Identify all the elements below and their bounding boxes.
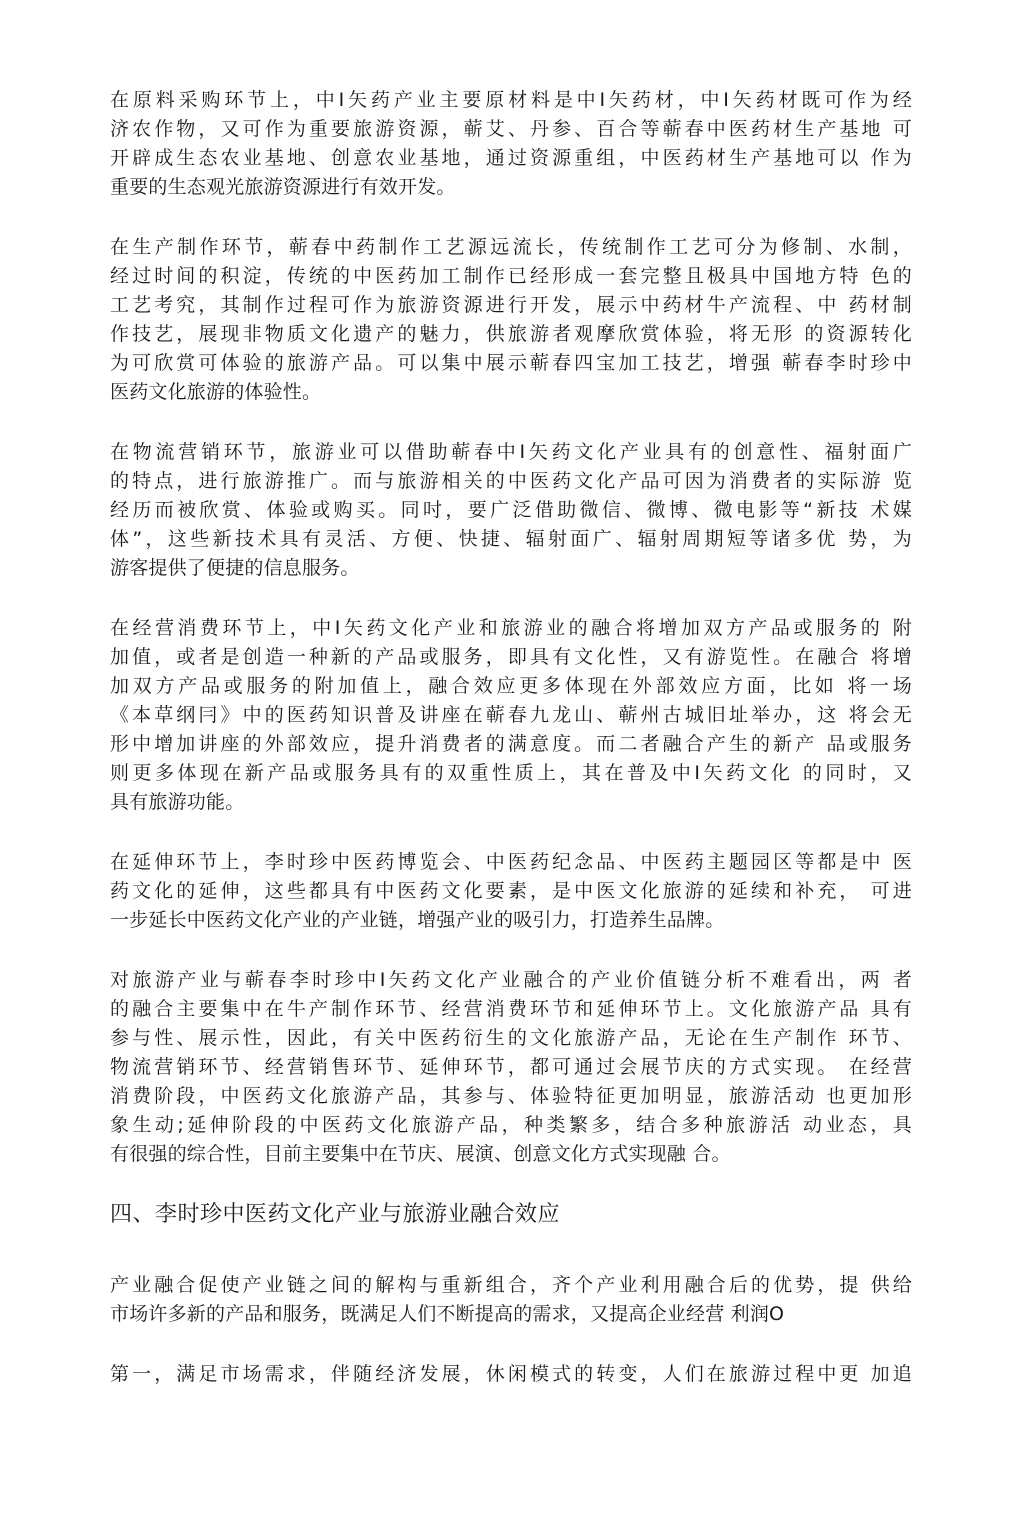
paragraph-line: 医药文化旅游的体验性。 <box>110 381 322 403</box>
paragraph <box>110 233 912 407</box>
paragraph-line: 济农作物，又可作为重要旅游资源，蕲艾、丹参、百合等蕲春中医药材生产基地 可 <box>110 118 912 140</box>
paragraph-line: 形中增加讲座的外部效应，提升消费者的满意度。而二者融合产生的新产 品或服务 <box>110 733 912 755</box>
paragraph-line: 加值，或者是创造一种新的产品或服务，即具有文化性，又有游览性。在融合 将增 <box>110 646 912 668</box>
paragraph-line: 在原料采购环节上，中I矢药产业主要原材料是中I矢药材，中I矢药材既可作为经 <box>110 89 912 111</box>
paragraph <box>110 966 912 1169</box>
paragraph-line: 在经营消费环节上，中I矢药文化产业和旅游业的融合将增加双方产品或服务的 附 <box>110 617 912 639</box>
paragraph <box>110 86 912 202</box>
paragraph-line: 一步延长中医药文化产业的产业链，增强产业的吸引力，打造养生品牌。 <box>110 909 725 931</box>
paragraph-line: 加双方产品或服务的附加值上，融合效应更多体现在外部效应方面，比如 将一场 <box>110 675 912 697</box>
paragraph-line: 消费阶段，中医药文化旅游产品，其参与、体验特征更加明显，旅游活动 也更加形 <box>110 1085 912 1107</box>
paragraph <box>110 848 912 935</box>
paragraph-line: 物流营销环节、经营销售环节、延伸环节，都可通过会展节庆的方式实现。 在经营 <box>110 1056 912 1078</box>
paragraph-line: 《本草纲冃》中的医药知识普及讲座在蕲春九龙山、蕲州古城旧址举办，这 将会无 <box>110 704 912 726</box>
paragraph-line: 体”，这些新技术具有灵活、方便、快捷、辐射面广、辐射周期短等诸多优 势，为 <box>110 528 912 550</box>
paragraph <box>110 614 912 817</box>
paragraph-line: 在延伸环节上，李时珍中医药博览会、中医药纪念品、中医药主题园区等都是中 医 <box>110 851 912 873</box>
paragraph-line: 药文化的延伸，这些都具有中医药文化要素，是中医文化旅游的延续和补充， 可进 <box>110 880 912 902</box>
paragraph-line: 的特点，进行旅游推广。而与旅游相关的中医药文化产品可因为消费者的实际游 览 <box>110 470 912 492</box>
paragraph-line: 游客提供了便捷的信息服务。 <box>110 557 360 579</box>
section-heading: 四、李时珍中医药文化产业与旅游业融合效应 <box>110 1202 561 1227</box>
paragraph-line: 产业融合促使产业链之间的解构与重新组合，齐个产业利用融合后的优势，提 供给 <box>110 1274 912 1296</box>
document-page <box>110 86 912 1420</box>
paragraph-line: 的融合主要集中在牛产制作环节、经营消费环节和延伸环节上。文化旅游产品 具有 <box>110 998 912 1020</box>
paragraph-line: 有很强的综合性，目前主要集中在节庆、展演、创意文化方式实现融 合。 <box>110 1143 731 1165</box>
paragraph-line: 重要的生态观光旅游资源进行有效开发。 <box>110 176 456 198</box>
paragraph <box>110 1360 912 1389</box>
paragraph-line: 工艺考究，其制作过程可作为旅游资源进行开发，展示中药材牛产流程、中 药材制 <box>110 294 912 316</box>
paragraph <box>110 438 912 583</box>
paragraph-line: 经历而被欣赏、体验或购买。同吋，要广泛借助微信、微博、微电影等“新技 术媒 <box>110 499 912 521</box>
paragraph-line: 在生产制作环节，蕲春中药制作工艺源远流长，传统制作工艺可分为修制、水制， <box>110 236 912 258</box>
paragraph-line: 开辟成生态农业基地、创意农业基地，通过资源重组，中医药材生产基地可以 作为 <box>110 147 912 169</box>
paragraph-line: 具有旅游功能。 <box>110 791 245 813</box>
paragraph-line: 第一，满足市场需求，伴随经济发展，休闲模式的转变，人们在旅游过程中更 加追 <box>110 1363 912 1385</box>
paragraph-line: 为可欣赏可体验的旅游产品。可以集中展示蕲春四宝加工技艺，增强 蕲春李时珍中 <box>110 352 912 374</box>
paragraph-line: 则更多体现在新产品或服务具有的双重性质上，其在普及中I矢药文化 的同时，又 <box>110 762 912 784</box>
paragraph-line: 市场许多新的产品和服务，既满足人们不断提高的需求，又提高企业经营 利润O <box>110 1303 785 1325</box>
paragraph <box>110 1271 912 1329</box>
paragraph-line: 对旅游产业与蕲春李时珍中I矢药文化产业融合的产业价值链分析不难看出，两 者 <box>110 969 912 991</box>
paragraph-line: 象生动;延伸阶段的中医药文化旅游产品，种类繁多，结合多种旅游活 动业态，具 <box>110 1114 912 1136</box>
paragraph-line: 在物流营销环节，旅游业可以借助蕲春中I矢药文化产业具有的创意性、福射面广 <box>110 441 912 463</box>
paragraph-line: 参与性、展示性，因此，有关中医药衍生的文化旅游产品，无论在生产制作 环节、 <box>110 1027 912 1049</box>
paragraph-line: 作技艺，展现非物质文化遗产的魅力，供旅游者观摩欣赏体验，将无形 的资源转化 <box>110 323 912 345</box>
paragraph-line: 经过时间的积淀，传统的中医药加工制作已经形成一套完整且极具中国地方特 色的 <box>110 265 912 287</box>
